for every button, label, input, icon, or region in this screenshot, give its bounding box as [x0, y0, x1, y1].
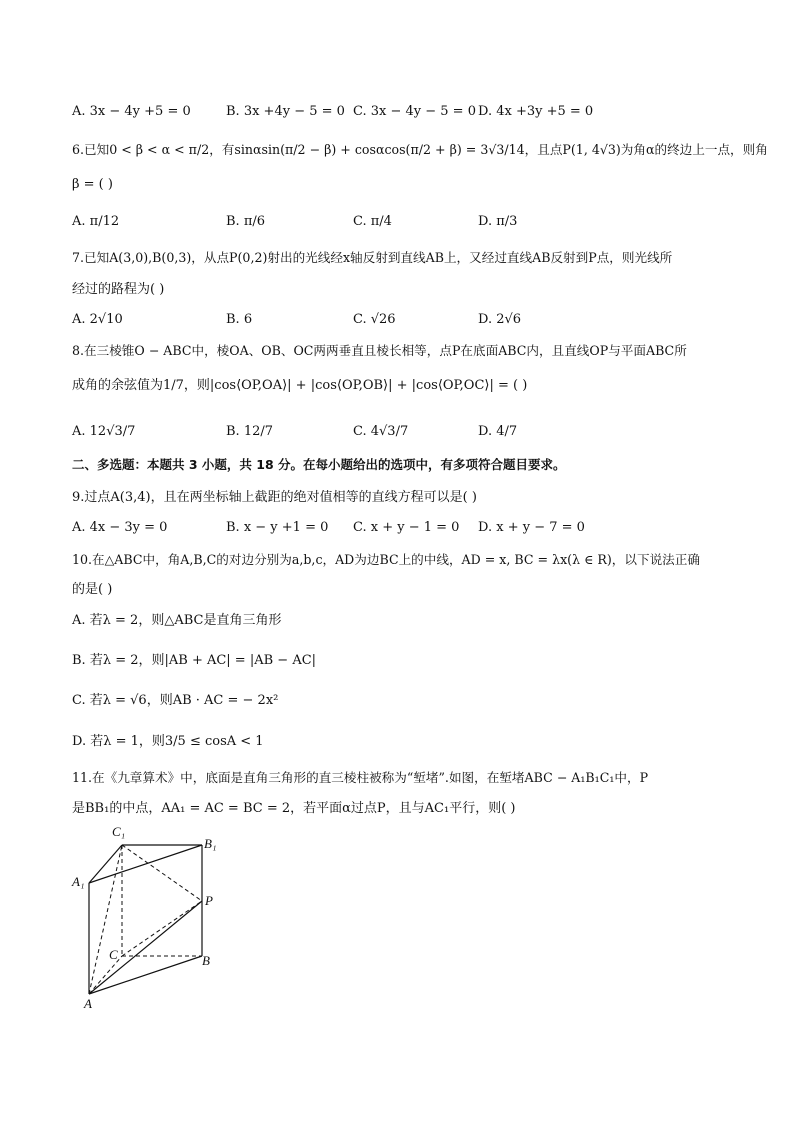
q7-option-d: D. 2√6: [478, 312, 522, 327]
q7-stem-line1: 7.已知A(3,0),B(0,3)，从点P(0,2)射出的光线经x轴反射到直线AB上，又经过直线AB反射到P点，则光线所: [72, 250, 673, 265]
q7-stem-line2: 经过的路程为( ): [72, 282, 165, 297]
q7-option-c: C. √26: [353, 312, 396, 327]
q6-option-a: A. π/12: [72, 214, 120, 229]
q5-option-b: B. 3x +4y − 5 = 0: [226, 104, 345, 119]
q11-stem-line2: 是BB₁的中点，AA₁ = AC = BC = 2，若平面α过点P，且与AC₁平行，则( ): [72, 801, 516, 816]
q8-stem-line2: 成角的余弦值为1/7，则|cos⟨OP,OA⟩| + |cos⟨OP,OB⟩| + |cos⟨OP,OC⟩| = ( ): [72, 378, 528, 393]
q5-option-a: A. 3x − 4y +5 = 0: [72, 104, 191, 119]
q5-option-c: C. 3x − 4y − 5 = 0: [353, 104, 476, 119]
q11-stem-line1: 11.在《九章算术》中，底面是直角三角形的直三棱柱被称为“堑堵”.如图，在堑堵ABC − A₁B₁C₁中，P: [72, 770, 649, 785]
q6-option-d: D. π/3: [478, 214, 518, 229]
section-heading-multiple-choice: 二、多选题：本题共 3 小题，共 18 分。在每小题给出的选项中，有多项符合题目要求。: [72, 457, 566, 472]
q9-option-b: B. x − y +1 = 0: [226, 520, 329, 535]
q6-option-c: C. π/4: [353, 214, 392, 229]
q6-stem-line2: β = ( ): [72, 177, 113, 192]
q7-option-a: A. 2√10: [72, 312, 123, 327]
q8-option-d: D. 4/7: [478, 424, 518, 439]
q8-option-b: B. 12/7: [226, 424, 274, 439]
label-a: A: [84, 996, 92, 1011]
q10-stem-line1: 10.在△ABC中，角A,B,C的对边分别为a,b,c，AD为边BC上的中线，AD = x, BC = λx(λ ∈ R)，以下说法正确: [72, 552, 700, 567]
label-b1: B₁: [204, 836, 217, 851]
label-a1: A₁: [72, 874, 85, 889]
label-c: C: [109, 947, 118, 962]
q9-option-d: D. x + y − 7 = 0: [478, 520, 585, 535]
q9-option-a: A. 4x − 3y = 0: [72, 520, 168, 535]
q8-option-c: C. 4√3/7: [353, 424, 409, 439]
edge-a-b: [89, 956, 202, 994]
q6-stem-line1: 6.已知0 < β < α < π/2，有sinαsin(π/2 − β) + cosαcos(π/2 + β) = 3√3/14，且点P(1, 4√3)为角α的终边上一点，则角: [72, 142, 768, 157]
segment-a-p: [89, 901, 202, 994]
q7-option-b: B. 6: [226, 312, 253, 327]
q10-option-d: D. 若λ = 1，则3/5 ≤ cosA < 1: [72, 734, 264, 749]
q6-option-b: B. π/6: [226, 214, 266, 229]
label-p: P: [205, 893, 213, 908]
q10-stem-line2: 的是( ): [72, 582, 113, 597]
q9-option-c: C. x + y − 1 = 0: [353, 520, 460, 535]
q10-option-a: A. 若λ = 2，则△ABC是直角三角形: [72, 613, 282, 628]
q8-option-a: A. 12√3/7: [72, 424, 136, 439]
segment-c1-p: [122, 845, 202, 901]
prism-diagram: [70, 822, 230, 1012]
q10-option-b: B. 若λ = 2，则|AB + AC| = |AB − AC|: [72, 653, 317, 668]
segment-c-p: [122, 901, 202, 956]
label-b: B: [202, 953, 210, 968]
q10-option-c: C. 若λ = √6，则AB · AC = − 2x²: [72, 693, 279, 708]
label-c1: C₁: [112, 824, 126, 839]
q8-stem-line1: 8.在三棱锥O − ABC中，棱OA、OB、OC两两垂直且棱长相等，点P在底面ABC内，且直线OP与平面ABC所: [72, 343, 687, 358]
q9-stem: 9.过点A(3,4)，且在两坐标轴上截距的绝对值相等的直线方程可以是( ): [72, 490, 477, 505]
q5-option-d: D. 4x +3y +5 = 0: [478, 104, 594, 119]
